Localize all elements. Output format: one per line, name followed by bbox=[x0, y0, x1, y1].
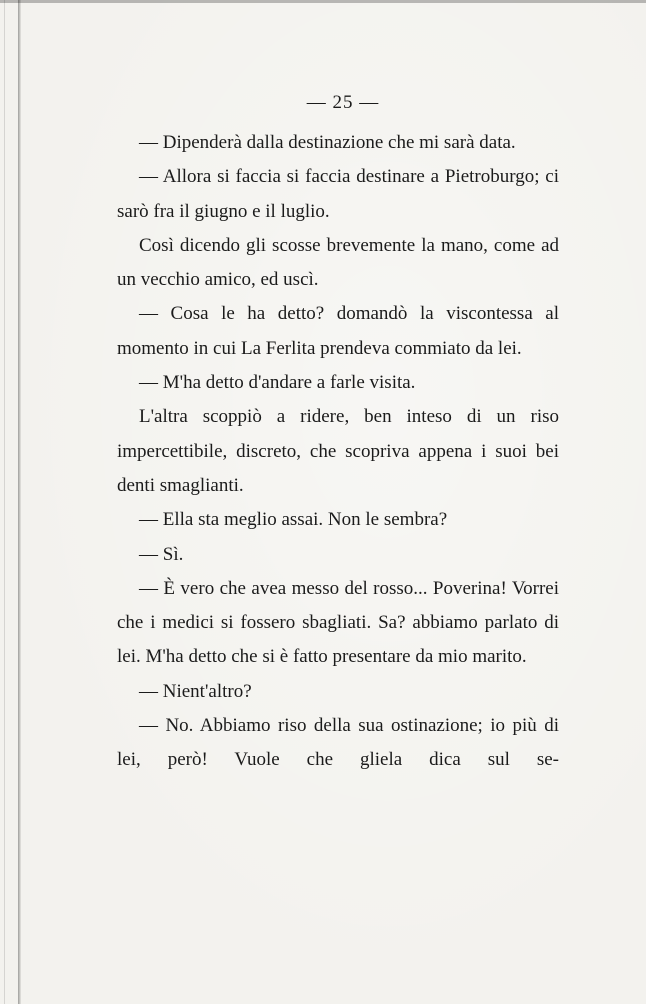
paragraph: — Allora si faccia si faccia destinare a Pietroburgo; ci sarò fra il giugno e il luglio. bbox=[117, 166, 559, 222]
paragraph: — Nient'altro? bbox=[139, 680, 252, 702]
paragraph: — È vero che avea messo del rosso... Poverina! Vorrei che i medici si fossero sbagliati. Sa? abbiamo parlato di lei. M'ha detto che si è fatto presentare da mio marito. bbox=[117, 577, 559, 668]
page-number: — 25 — bbox=[306, 92, 380, 113]
page-top-edge bbox=[0, 0, 646, 3]
paragraph: L'altra scoppiò a ridere, ben inteso di un riso impercettibile, discreto, che scopriva appena i suoi bei denti smaglianti. bbox=[117, 406, 559, 496]
page-outer-edge bbox=[4, 0, 5, 1004]
paragraph: Così dicendo gli scosse brevemente la mano, come ad un vecchio amico, ed uscì. bbox=[117, 234, 559, 291]
paragraph: — Ella sta meglio assai. Non le sembra? bbox=[139, 509, 448, 531]
paragraph: — M'ha detto d'andare a farle visita. bbox=[139, 372, 416, 394]
paragraph: — Sì. bbox=[139, 543, 184, 565]
paragraph: — Cosa le ha detto? domandò la viscontessa al momento in cui La Ferlita prendeva commiato da lei. bbox=[117, 303, 559, 359]
paragraph: — Dipenderà dalla destinazione che mi sarà data. bbox=[139, 132, 516, 153]
page-binding-edge bbox=[18, 0, 21, 1004]
body-text bbox=[117, 126, 559, 778]
paragraph: — No. Abbiamo riso della sua ostinazione; io più di lei, però! Vuole che gliela dica sul se- bbox=[117, 715, 559, 771]
